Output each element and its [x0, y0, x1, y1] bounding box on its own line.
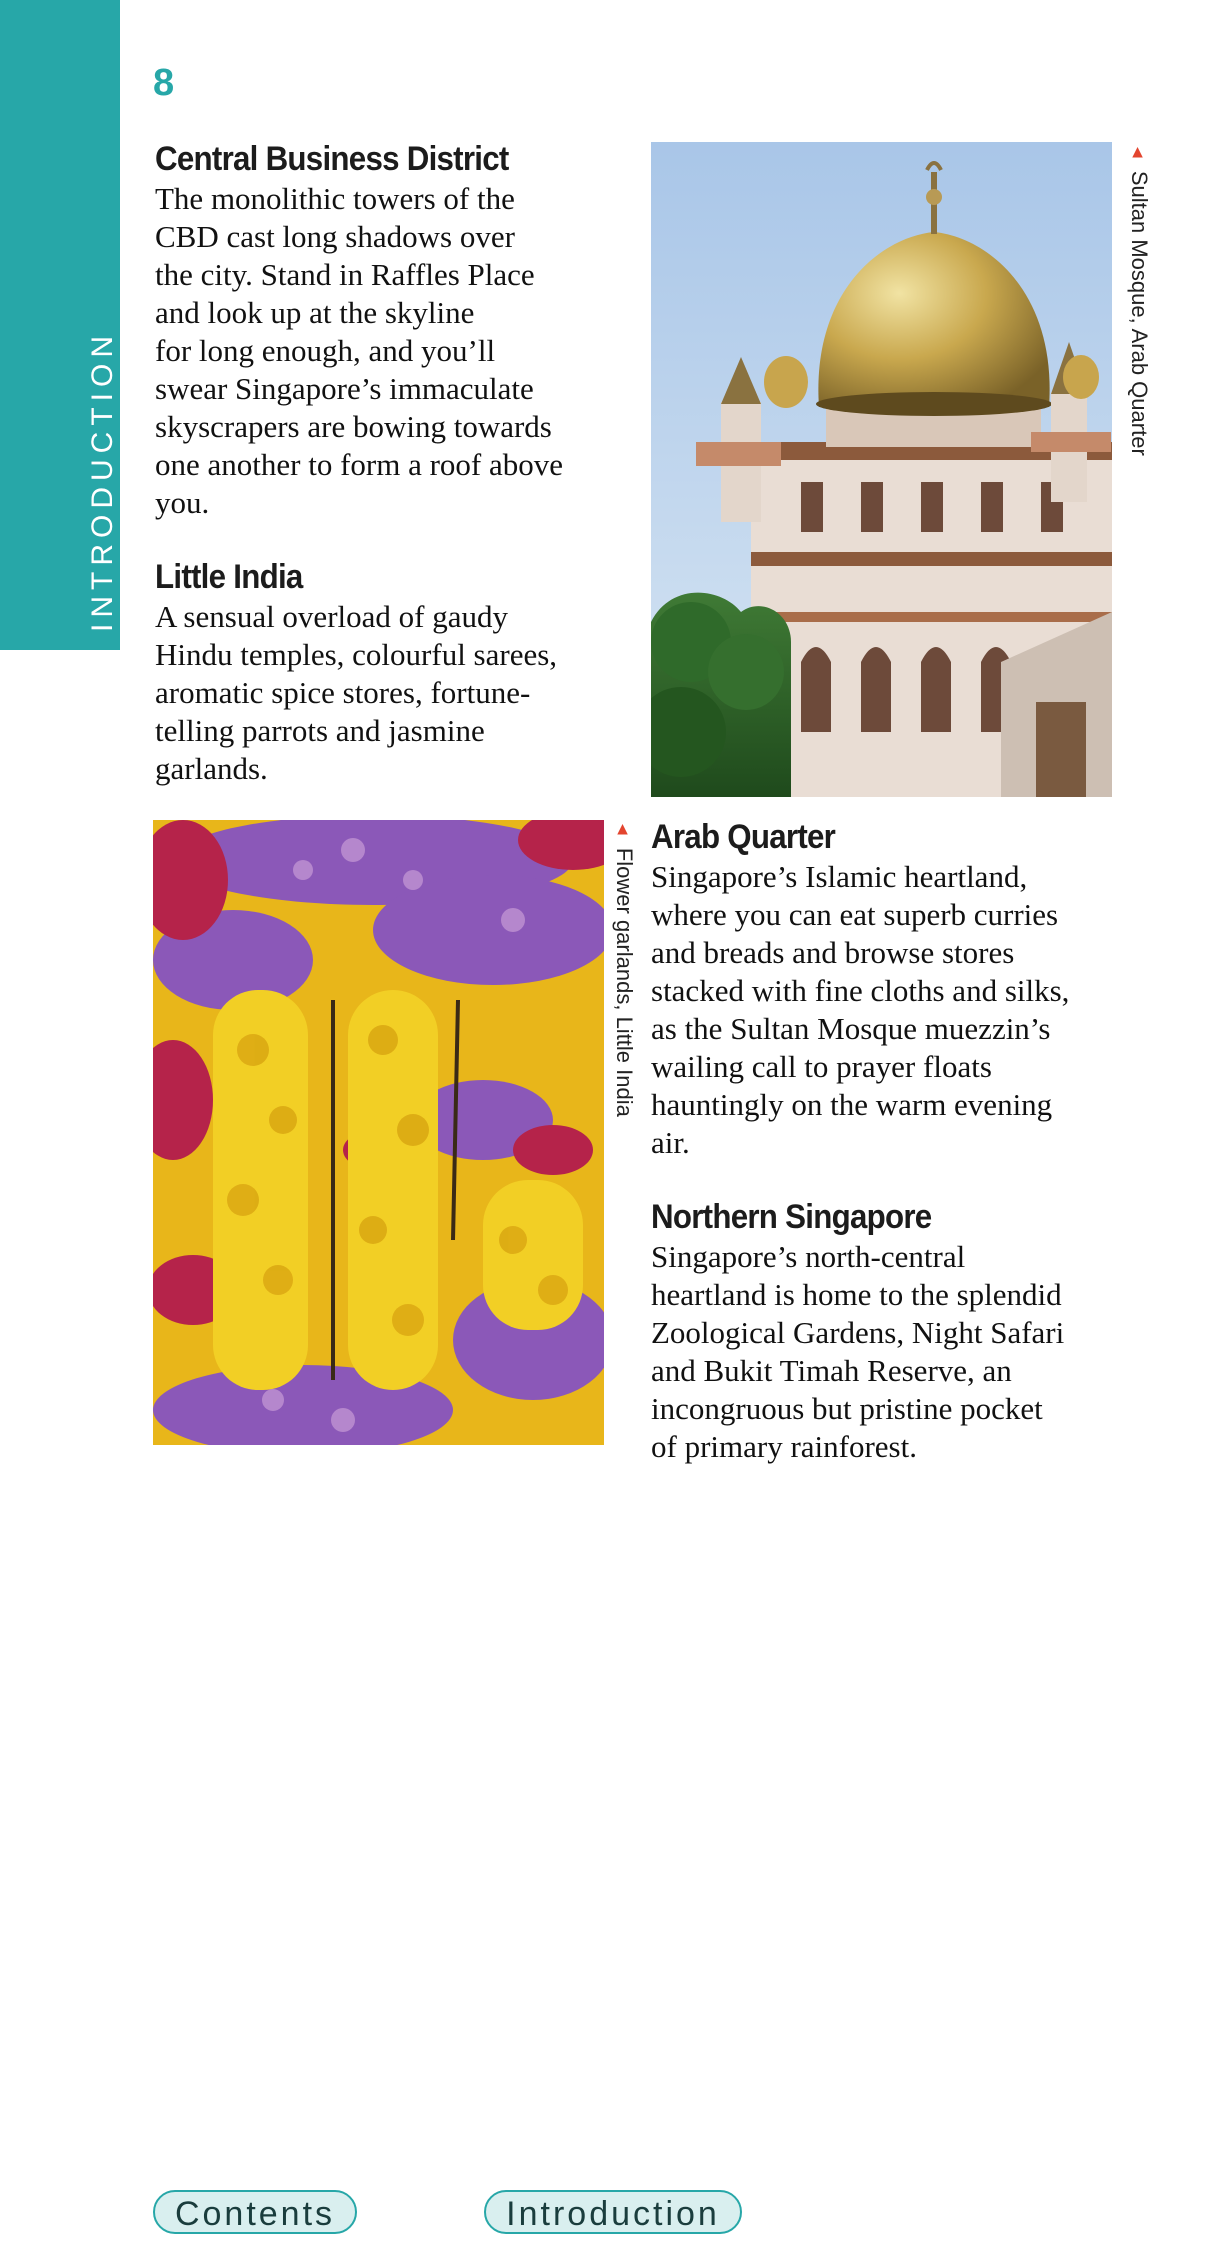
cbd-body — [155, 180, 563, 522]
section-tab-label: INTRODUCTION — [86, 330, 119, 632]
caption-marker-icon: ▲ — [1128, 141, 1147, 162]
page-number: 8 — [153, 62, 175, 104]
text-line: one another to form a roof above — [155, 447, 564, 482]
text-line: A sensual overload of gaudy — [155, 599, 508, 634]
text-line: where you can eat superb curries — [651, 897, 1059, 932]
mosque-caption-text: Sultan Mosque, Arab Quarter — [1127, 170, 1152, 456]
flowers-caption-text: Flower garlands, Little India — [612, 847, 637, 1117]
text-line: and breads and browse stores — [651, 935, 1015, 970]
text-line: aromatic spice stores, fortune- — [155, 675, 531, 710]
text-line: skyscrapers are bowing towards — [155, 409, 552, 444]
text-line: Singapore’s north-central — [651, 1239, 966, 1274]
sultan-mosque-illustration — [651, 142, 1112, 797]
text-line: heartland is home to the splendid — [651, 1277, 1062, 1312]
caption-marker-icon: ▲ — [613, 818, 632, 839]
mosque-caption — [1126, 143, 1152, 456]
text-line: air. — [651, 1125, 690, 1160]
text-line: wailing call to prayer floats — [651, 1049, 992, 1084]
little-india-heading: Little India — [155, 558, 303, 596]
text-line: and Bukit Timah Reserve, an — [651, 1353, 1012, 1388]
flower-garlands-photo — [153, 820, 604, 1445]
northern-singapore-heading: Northern Singapore — [651, 1198, 932, 1236]
text-line: Hindu temples, colourful sarees, — [155, 637, 558, 672]
text-line: Zoological Gardens, Night Safari — [651, 1315, 1065, 1350]
text-line: CBD cast long shadows over — [155, 219, 515, 254]
text-line: stacked with fine cloths and silks, — [651, 973, 1070, 1008]
text-line: Singapore’s Islamic heartland, — [651, 859, 1028, 894]
cbd-heading: Central Business District — [155, 140, 509, 178]
little-india-body — [155, 598, 557, 788]
text-line: and look up at the skyline — [155, 295, 475, 330]
flowers-caption — [611, 820, 637, 1117]
text-line: telling parrots and jasmine — [155, 713, 485, 748]
text-line: hauntingly on the warm evening — [651, 1087, 1053, 1122]
introduction-button[interactable]: Introduction — [484, 2190, 742, 2234]
text-line: swear Singapore’s immaculate — [155, 371, 534, 406]
text-line: garlands. — [155, 751, 268, 786]
text-line: for long enough, and you’ll — [155, 333, 496, 368]
flower-garlands-illustration — [153, 820, 604, 1445]
text-line: as the Sultan Mosque muezzin’s — [651, 1011, 1051, 1046]
arab-quarter-heading: Arab Quarter — [651, 818, 836, 856]
text-line: you. — [155, 485, 210, 520]
text-line: the city. Stand in Raffles Place — [155, 257, 535, 292]
text-line: The monolithic towers of the — [155, 181, 515, 216]
contents-button[interactable]: Contents — [153, 2190, 357, 2234]
northern-singapore-body — [651, 1238, 1064, 1466]
text-line: of primary rainforest. — [651, 1429, 917, 1464]
arab-quarter-body — [651, 858, 1069, 1162]
text-line: incongruous but pristine pocket — [651, 1391, 1043, 1426]
sultan-mosque-photo — [651, 142, 1112, 797]
